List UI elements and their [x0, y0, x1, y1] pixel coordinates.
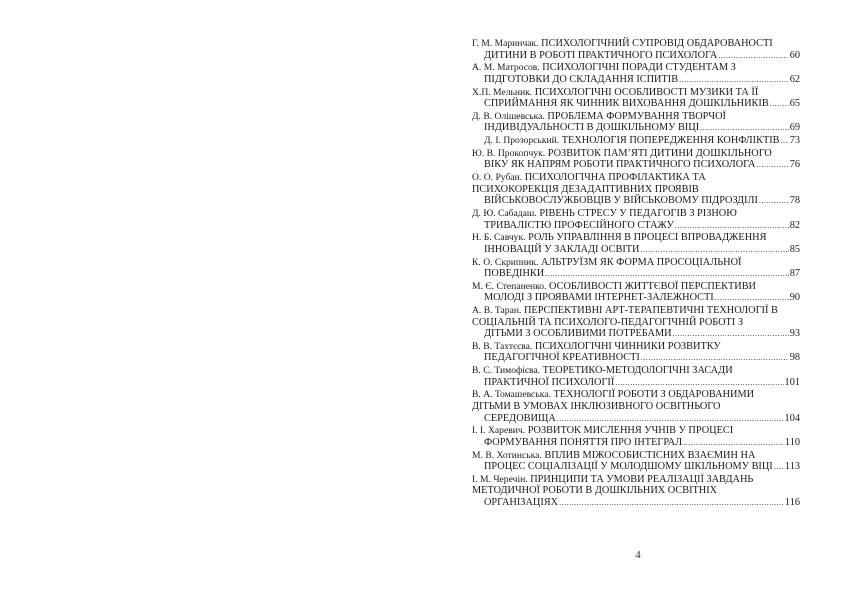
entry-title-line: [472, 183, 800, 196]
dot-leader: [774, 461, 784, 473]
entry-title-line: [472, 256, 800, 269]
entry-page-number: 110: [784, 436, 800, 448]
dot-leader: [679, 74, 789, 86]
entry-title-text: ТРИВАЛІСТЮ ПРОФЕСІЙНОГО СТАЖУ: [484, 219, 674, 231]
entry-title-text: ОСОБЛИВОСТІ ЖИТТЄВОЇ ПЕРСПЕКТИВИ: [549, 280, 756, 292]
entry-title-text: ПСИХОЛОГІЧНІ ЧИННИКИ РОЗВИТКУ: [534, 340, 721, 352]
entry-title-text: ТЕОРЕТИКО-МЕТОДОЛОГІЧНІ ЗАСАДИ: [542, 365, 733, 377]
dot-leader: [683, 437, 784, 449]
toc-entry: [472, 425, 800, 448]
entry-title-line: [472, 449, 800, 462]
entry-title-text: ПСИХОЛОГІЧНІ ОСОБЛИВОСТІ МУЗИКИ ТА ЇЇ: [534, 86, 759, 98]
dot-leader: [545, 268, 788, 280]
entry-title-text: ІНДИВІДУАЛЬНОСТІ В ДОШКІЛЬНОМУ ВІЦІ: [484, 122, 700, 134]
entry-author: Д. Ю. Сабадаш.: [472, 207, 537, 219]
toc-entry: [472, 87, 800, 110]
toc-entry: [472, 365, 800, 388]
dot-leader: [641, 352, 789, 364]
entry-title-text: МЕТОДИЧНОЇ РОБОТИ В ДОШКІЛЬНИХ ОСВІТНІХ: [472, 485, 718, 497]
dot-leader: [675, 220, 789, 232]
entry-author: О. О. Рубан.: [472, 172, 523, 184]
toc-entry: [472, 172, 800, 207]
entry-page-number: 87: [789, 268, 800, 280]
dot-leader: [641, 244, 789, 256]
dot-leader: [756, 159, 788, 171]
entry-page-number: 116: [784, 496, 800, 508]
entry-title-text: МОЛОДІ З ПРОЯВАМИ ІНТЕРНЕТ-ЗАЛЕЖНОСТІ: [484, 292, 714, 304]
entry-title-text: ВПЛИВ МІЖОСОБИСТІСНИХ ВЗАЄМИН НА: [544, 449, 756, 461]
dot-leader: [715, 292, 789, 304]
toc-entry: [472, 281, 800, 304]
entry-title-line: [472, 86, 800, 99]
entry-title-text: ДИТИНИ В РОБОТІ ПРАКТИЧНОГО ПСИХОЛОГА: [484, 49, 718, 61]
entry-title-text: АЛЬТРУЇЗМ ЯК ФОРМА ПРОСОЦІАЛЬНОЇ: [540, 256, 742, 268]
entry-title-text: ПЕРСПЕКТИВНІ АРТ-ТЕРАПЕВТИЧНІ ТЕХНОЛОГІЇ В: [523, 305, 778, 317]
entry-last-line: [484, 50, 800, 62]
dot-leader: [700, 122, 789, 134]
dot-leader: [781, 135, 789, 147]
entry-title-text: ВІЙСЬКОВОСЛУЖБОВЦІВ У ВІЙСЬКОВОМУ ПІДРОЗДІЛІ: [484, 195, 758, 207]
entry-title-line: [472, 305, 800, 317]
entry-author: І. М. Черечін.: [472, 473, 528, 485]
entry-title-text: ДІТЬМИ В УМОВАХ ІНКЛЮЗИВНОГО ОСВІТНЬОГО: [472, 401, 721, 413]
entry-title-wrap: [484, 135, 780, 147]
entry-author: В. В. Тахтєєва.: [472, 340, 533, 352]
entry-page-number: 60: [789, 49, 800, 61]
entry-last-line: [484, 195, 800, 207]
entry-title-text: ІННОВАЦІЙ У ЗАКЛАДІ ОСВІТИ: [484, 243, 640, 255]
toc-entry: [472, 208, 800, 231]
entry-title-text: ВІКУ ЯК НАПРЯМ РОБОТИ ПРАКТИЧНОГО ПСИХОЛОГА: [484, 159, 756, 171]
dot-leader: [770, 98, 789, 110]
entry-last-line: [484, 159, 800, 171]
entry-page-number: 104: [784, 412, 800, 424]
entry-last-line: [484, 74, 800, 86]
entry-title-text: ОРГАНІЗАЦІЯХ: [484, 496, 559, 508]
entry-title-text: ПОВЕДІНКИ: [484, 268, 545, 280]
entry-author: М. Є. Степаненко.: [472, 280, 547, 292]
entry-page-number: 90: [789, 292, 800, 304]
entry-author: Г. М. Маринчак.: [472, 38, 539, 49]
entry-last-line: [484, 497, 800, 509]
entry-author: І. І. Харевич.: [472, 425, 526, 437]
entry-last-line: [484, 328, 800, 340]
entry-author: К. О. Скрипник.: [472, 256, 539, 268]
dot-leader: [759, 195, 789, 207]
entry-title-text: ФОРМУВАННЯ ПОНЯТТЯ ПРО ІНТЕГРАЛ: [484, 436, 683, 448]
entry-author: Д. І. Прозорський.: [484, 135, 560, 147]
entry-last-line: [484, 135, 800, 147]
entry-last-line: [484, 122, 800, 134]
entry-title-line: [472, 425, 800, 437]
entry-page-number: 62: [789, 73, 800, 85]
entry-title-text: ПРОЦЕС СОЦІАЛІЗАЦІЇ У МОЛОДШОМУ ШКІЛЬНОМУ ВІЦІ: [484, 461, 773, 473]
entry-title-text: ТЕХНОЛОГІЯ ПОПЕРЕДЖЕННЯ КОНФЛІКТІВ: [561, 135, 780, 147]
entry-title-line: [472, 401, 800, 413]
toc-entry: [472, 135, 800, 147]
entry-title-line: [472, 365, 800, 377]
entry-title-line: [472, 172, 800, 184]
entry-last-line: [484, 292, 800, 304]
entry-title-text: РОЛЬ УПРАВЛІННЯ В ПРОЦЕСІ ВПРОВАДЖЕННЯ: [528, 232, 767, 244]
dot-leader: [559, 497, 784, 509]
dot-leader: [673, 328, 789, 340]
entry-last-line: [484, 377, 800, 389]
dot-leader: [615, 377, 783, 389]
entry-last-line: [484, 98, 800, 110]
entry-title-text: ПСИХОКОРЕКЦІЯ ДЕЗАДАПТИВНИХ ПРОЯВІВ: [472, 183, 699, 195]
entry-author: Ю. В. Прокопчук.: [472, 147, 546, 159]
entry-title-text: ПРОБЛЕМА ФОРМУВАННЯ ТВОРЧОЇ: [547, 110, 726, 122]
entry-page-number: 113: [784, 461, 800, 473]
entry-page-number: 82: [789, 219, 800, 231]
toc-entry: [472, 62, 800, 85]
entry-page-number: 98: [789, 352, 800, 364]
entry-title-line: [472, 110, 800, 123]
dot-leader: [718, 50, 788, 62]
entry-last-line: [484, 413, 800, 425]
entry-author: А. В. Таран.: [472, 305, 522, 317]
entry-title-text: ДІТЬМИ З ОСОБЛИВИМИ ПОТРЕБАМИ: [484, 328, 672, 340]
entry-title-text: СЕРЕДОВИЩА: [484, 412, 556, 424]
entry-title-text: ПРИНЦИПИ ТА УМОВИ РЕАЛІЗАЦІЇ ЗАВДАНЬ: [530, 473, 754, 485]
entry-title-text: РІВЕНЬ СТРЕСУ У ПЕДАГОГІВ З РІЗНОЮ: [539, 207, 737, 219]
entry-title-line: [472, 280, 800, 293]
entry-title-text: СПРИЙМАННЯ ЯК ЧИННИК ВИХОВАННЯ ДОШКІЛЬНИКІВ: [484, 98, 769, 110]
entry-title-text: ПІДГОТОВКИ ДО СКЛАДАННЯ ІСПИТІВ: [484, 73, 679, 85]
entry-title-text: ПЕДАГОГІЧНОЇ КРЕАТИВНОСТІ: [484, 352, 640, 364]
toc-entry: [472, 111, 800, 134]
entry-title-text: ПРАКТИЧНОЇ ПСИХОЛОГІЇ: [484, 376, 615, 388]
entry-author: Х.П. Мельник.: [472, 86, 533, 98]
entry-page-number: 93: [789, 328, 800, 340]
entry-author: Д. В. Олішевська.: [472, 110, 545, 122]
entry-title-text: ПСИХОЛОГІЧНІ ПОРАДИ СТУДЕНТАМ З: [542, 62, 736, 74]
entry-title-line: [472, 316, 800, 329]
entry-last-line: [484, 268, 800, 280]
entry-page-number: 78: [789, 195, 800, 207]
toc-entry: [472, 474, 800, 509]
entry-title-text: ПСИХОЛОГІЧНА ПРОФІЛАКТИКА ТА: [524, 172, 706, 184]
entry-title-line: [472, 147, 800, 160]
entry-author: В. А. Томашевська.: [472, 389, 551, 401]
dot-leader: [557, 413, 784, 425]
entry-page-number: 65: [789, 98, 800, 110]
entry-page-number: 101: [784, 376, 800, 388]
entry-last-line: [484, 352, 800, 364]
table-of-contents: [472, 38, 800, 510]
toc-entry: [472, 450, 800, 473]
entry-title-text: РОЗВИТОК ПАМ’ЯТІ ДИТИНИ ДОШКІЛЬНОГО: [547, 147, 772, 159]
entry-author: А. М. Матросов.: [472, 62, 540, 74]
entry-author: М. В. Хотинська.: [472, 449, 542, 461]
toc-entry: [472, 148, 800, 171]
entry-title-line: [472, 340, 800, 353]
entry-page-number: 85: [789, 243, 800, 255]
toc-entry: [472, 305, 800, 340]
entry-author: В. С. Тимофієва.: [472, 365, 541, 377]
toc-entry: [472, 341, 800, 364]
entry-title-line: [472, 473, 800, 486]
page-number: 4: [635, 549, 641, 561]
entry-title-line: [472, 389, 800, 401]
entry-title-line: [472, 232, 800, 244]
entry-title-line: [472, 485, 800, 497]
entry-title-text: СОЦІАЛЬНІЙ ТА ПСИХОЛОГО-ПЕДАГОГІЧНІЙ РОБОТІ З: [472, 316, 744, 328]
entry-page-number: 76: [789, 159, 800, 171]
entry-author: Н. Б. Савчук.: [472, 232, 526, 244]
entry-title-line: [472, 38, 800, 50]
toc-entry: [472, 257, 800, 280]
entry-last-line: [484, 244, 800, 256]
toc-entry: [472, 232, 800, 255]
entry-page-number: 73: [789, 135, 800, 147]
entry-title-line: [472, 207, 800, 220]
entry-title-text: ТЕХНОЛОГІЇ РОБОТИ З ОБДАРОВАНИМИ: [553, 389, 755, 401]
toc-entry: [472, 38, 800, 61]
entry-title-line: [472, 62, 800, 74]
entry-title-text: ПСИХОЛОГІЧНИЙ СУПРОВІД ОБДАРОВАНОСТІ: [541, 38, 773, 49]
entry-page-number: 69: [789, 122, 800, 134]
entry-title-text: РОЗВИТОК МИСЛЕННЯ УЧНІВ У ПРОЦЕСІ: [527, 425, 734, 437]
toc-entry: [472, 389, 800, 424]
entry-last-line: [484, 220, 800, 232]
entry-last-line: [484, 437, 800, 449]
entry-last-line: [484, 461, 800, 473]
